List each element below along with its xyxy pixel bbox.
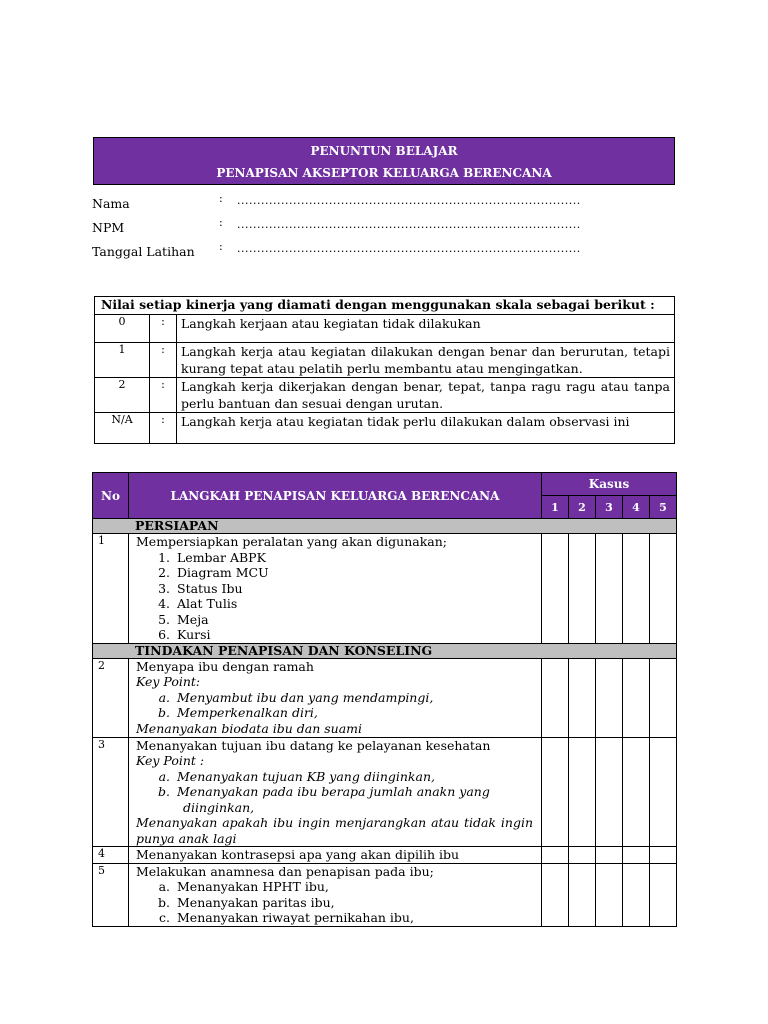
kasus-number: 1 — [542, 496, 569, 519]
step-cell — [129, 534, 542, 644]
scale-description: Langkah kerjaan atau kegiatan tidak dilakukan — [177, 315, 675, 343]
step-text: Mempersiapkan peralatan yang akan digunakan; — [136, 534, 448, 549]
list-item-continuation: diinginkan, — [183, 799, 255, 815]
col-header-kasus: Kasus — [542, 473, 677, 496]
field-label-nama: Nama — [92, 196, 130, 211]
score-cell[interactable] — [650, 863, 677, 926]
score-cell[interactable] — [650, 737, 677, 847]
step-number: 3 — [93, 737, 129, 847]
scale-colon: : — [150, 343, 177, 378]
table-row — [93, 658, 677, 737]
section-tindakan: TINDAKAN PENAPISAN DAN KONSELING — [93, 643, 677, 658]
list-item: a. Menanyakan HPHT ibu, — [174, 879, 533, 895]
list-item: b. Menanyakan paritas ibu, — [174, 895, 533, 911]
score-cell[interactable] — [623, 847, 650, 864]
step-text: Menyapa ibu dengan ramah — [136, 658, 314, 674]
score-cell[interactable] — [596, 847, 623, 864]
score-cell[interactable] — [542, 658, 569, 737]
step-number: 1 — [93, 534, 129, 644]
section-row — [93, 643, 677, 658]
list-item: 2. Diagram MCU — [174, 565, 533, 581]
scale-header: Nilai setiap kinerja yang diamati dengan menggunakan skala sebagai berikut : — [95, 297, 675, 315]
score-cell[interactable] — [650, 847, 677, 864]
step-text: Menanyakan tujuan ibu datang ke pelayanan kesehatan — [136, 737, 491, 753]
field-colon: : — [219, 240, 223, 253]
step-cell — [129, 847, 542, 864]
list-item: b. Menanyakan pada ibu berapa jumlah anakn yang — [174, 784, 533, 800]
score-cell[interactable] — [542, 863, 569, 926]
checklist-table — [92, 472, 677, 927]
step-cell — [129, 863, 542, 926]
list-item: a. Menanyakan tujuan KB yang diinginkan, — [174, 769, 533, 785]
key-point-label: Key Point: — [136, 674, 201, 689]
list-item: b. Memperkenalkan diri, — [174, 705, 533, 721]
scale-value: 1 — [95, 343, 150, 378]
step-number: 2 — [93, 658, 129, 737]
step-cell — [129, 737, 542, 847]
scale-description: Langkah kerja dikerjakan dengan benar, tepat, tanpa ragu ragu atau tanpa perlu bantuan dan sesuai dengan urutan. — [177, 378, 675, 413]
score-cell[interactable] — [650, 658, 677, 737]
field-fill-line-nama[interactable]: ...................................................................................... — [237, 194, 581, 207]
form-row-npm — [92, 216, 692, 244]
kasus-number: 3 — [596, 496, 623, 519]
score-cell[interactable] — [569, 658, 596, 737]
score-cell[interactable] — [569, 847, 596, 864]
list-item: 1. Lembar ABPK — [174, 550, 533, 566]
title-box — [93, 137, 675, 185]
score-cell[interactable] — [542, 847, 569, 864]
field-fill-line-npm[interactable]: ...................................................................................... — [237, 218, 581, 231]
scale-description: Langkah kerja atau kegiatan tidak perlu dilakukan dalam observasi ini — [177, 413, 675, 444]
step-tail: Menanyakan biodata ibu dan suami — [136, 720, 363, 736]
scale-description: Langkah kerja atau kegiatan dilakukan dengan benar dan berurutan, tetapi kurang tepat atau pelatih perlu membantu atau mengingatkan. — [177, 343, 675, 378]
step-text: Menanyakan kontrasepsi apa yang akan dipilih ibu — [136, 847, 460, 862]
score-cell[interactable] — [596, 863, 623, 926]
rating-scale-table — [94, 296, 675, 444]
table-row — [93, 534, 677, 644]
score-cell[interactable] — [596, 737, 623, 847]
score-cell[interactable] — [623, 737, 650, 847]
step-text: Melakukan anamnesa dan penapisan pada ibu; — [136, 863, 434, 879]
table-row — [93, 737, 677, 847]
kasus-number: 5 — [650, 496, 677, 519]
table-row — [93, 847, 677, 864]
scale-colon: : — [150, 378, 177, 413]
scale-value: N/A — [95, 413, 150, 444]
scale-colon: : — [150, 413, 177, 444]
step-number: 4 — [93, 847, 129, 864]
key-point-label: Key Point : — [136, 753, 205, 768]
score-cell[interactable] — [542, 534, 569, 644]
list-item: 5. Meja — [174, 612, 533, 628]
title-line-2: PENAPISAN AKSEPTOR KELUARGA BERENCANA — [216, 166, 552, 180]
step-tail: Menanyakan apakah ibu ingin menjarangkan atau tidak ingin punya anak lagi — [136, 815, 533, 846]
step-number: 5 — [93, 863, 129, 926]
score-cell[interactable] — [623, 534, 650, 644]
field-colon: : — [219, 216, 223, 229]
form-row-nama — [92, 192, 692, 220]
title-line-1: PENUNTUN BELAJAR — [310, 144, 458, 158]
list-item: 3. Status Ibu — [174, 581, 533, 597]
field-label-tanggal: Tanggal Latihan — [92, 244, 195, 259]
score-cell[interactable] — [650, 534, 677, 644]
field-colon: : — [219, 192, 223, 205]
score-cell[interactable] — [542, 737, 569, 847]
col-header-no: No — [93, 473, 129, 519]
section-persiapan: PERSIAPAN — [93, 519, 677, 534]
scale-colon: : — [150, 315, 177, 343]
score-cell[interactable] — [623, 658, 650, 737]
col-header-step: LANGKAH PENAPISAN KELUARGA BERENCANA — [129, 473, 542, 519]
list-item: 4. Alat Tulis — [174, 596, 533, 612]
kasus-number: 4 — [623, 496, 650, 519]
score-cell[interactable] — [596, 658, 623, 737]
score-cell[interactable] — [596, 534, 623, 644]
form-row-tanggal — [92, 240, 692, 268]
identity-form — [92, 192, 692, 268]
list-item: a. Menyambut ibu dan yang mendampingi, — [174, 690, 533, 706]
scale-value: 2 — [95, 378, 150, 413]
table-row — [93, 863, 677, 926]
scale-value: 0 — [95, 315, 150, 343]
list-item: 6. Kursi — [174, 627, 533, 643]
kasus-number: 2 — [569, 496, 596, 519]
list-item: c. Menanyakan riwayat pernikahan ibu, — [174, 910, 533, 926]
field-fill-line-tanggal[interactable]: ...................................................................................... — [237, 242, 581, 255]
score-cell[interactable] — [569, 863, 596, 926]
field-label-npm: NPM — [92, 220, 125, 235]
score-cell[interactable] — [569, 534, 596, 644]
score-cell[interactable] — [623, 863, 650, 926]
step-cell — [129, 658, 542, 737]
section-row — [93, 519, 677, 534]
score-cell[interactable] — [569, 737, 596, 847]
